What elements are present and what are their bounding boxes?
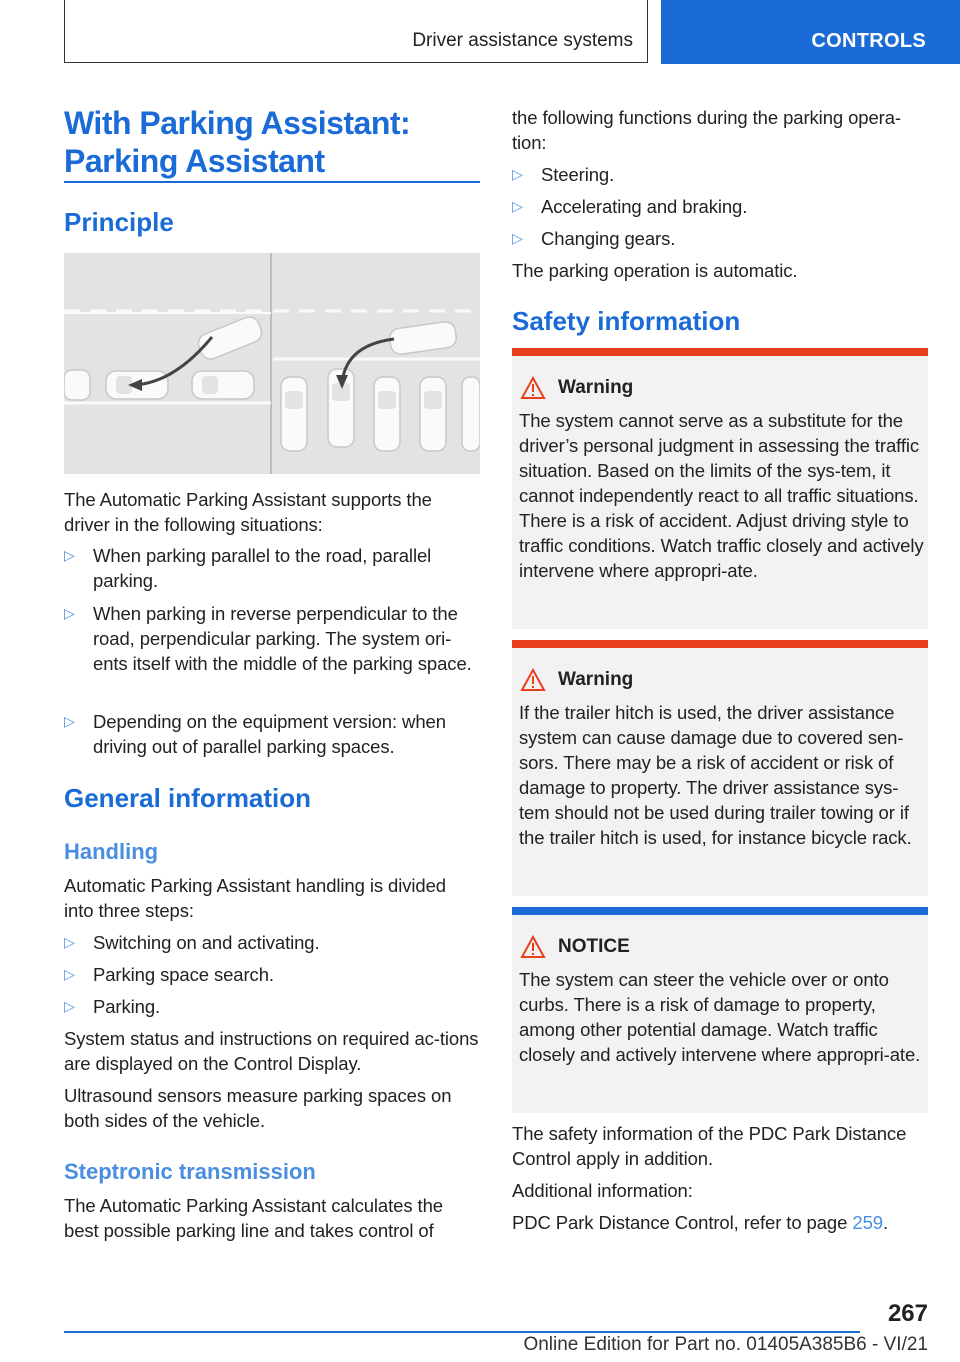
- title-rule: [64, 181, 480, 183]
- pdc-reference-end: .: [882, 1212, 888, 1233]
- page-title: With Parking Assistant: Parking Assistant: [64, 105, 411, 179]
- notice-box: [512, 907, 928, 1113]
- handling-text: Automatic Parking Assistant handling is divided into three steps:: [64, 875, 446, 921]
- warning-title: Warning: [558, 669, 634, 690]
- list-item: [64, 962, 480, 987]
- list-item-text: When parking parallel to the road, parallel parking.: [93, 545, 432, 591]
- bullet-triangle-icon: ▷: [64, 934, 75, 950]
- notice-bar: [512, 907, 928, 915]
- warning-triangle-icon: [520, 376, 546, 400]
- list-item: [512, 194, 928, 219]
- bullet-triangle-icon: ▷: [64, 713, 75, 729]
- page-number: 267: [887, 1300, 928, 1327]
- additional-info-label: Additional information:: [512, 1180, 693, 1201]
- notice-title: NOTICE: [558, 936, 630, 957]
- general-information-heading: General information: [64, 783, 312, 813]
- bullet-triangle-icon: ▷: [512, 230, 523, 246]
- pdc-text: The safety information of the PDC Park Distance Control apply in addition.: [512, 1123, 907, 1169]
- list-item: [64, 709, 480, 759]
- warning-box: [512, 640, 928, 896]
- safety-information-heading: Safety information: [512, 306, 741, 336]
- warning-triangle-icon: [520, 668, 546, 692]
- list-item-text: Changing gears.: [541, 228, 676, 249]
- parking-illustration: [64, 253, 480, 474]
- list-item: [512, 162, 928, 187]
- continued-text: the following functions during the parking opera-tion:: [512, 107, 901, 153]
- warning-bar: [512, 640, 928, 648]
- warning-title: Warning: [558, 377, 634, 398]
- notice-text: The system can steer the vehicle over or onto curbs. There is a risk of damage to property, among other potential damage. Watch traffic closely and actively intervene where appropri-ate.: [519, 969, 921, 1065]
- list-item-text: Parking.: [93, 996, 161, 1017]
- list-item: [64, 543, 480, 593]
- parking-diagram-image: [64, 253, 480, 474]
- bullet-triangle-icon: ▷: [64, 547, 75, 563]
- list-item-text: Depending on the equipment version: when driving out of parallel parking spaces.: [93, 711, 446, 757]
- pdc-reference: [512, 1210, 928, 1235]
- list-item-text: Steering.: [541, 164, 615, 185]
- list-item: [64, 601, 480, 701]
- warning-triangle-icon: [520, 935, 546, 959]
- warning-text: If the trailer hitch is used, the driver assistance system can cause damage due to covered sen-sors. There may be a risk of accident or risk of damage to property. The driver assistance sys-tem should not be used during trailer towing or if the trailer hitch is used, for instance bicycle rack.: [519, 702, 912, 848]
- footer-edition: Online Edition for Part no. 01405A385B6 - VI/21: [523, 1334, 928, 1355]
- list-item: [64, 930, 480, 955]
- pdc-reference-text: PDC Park Distance Control, refer to page: [512, 1212, 848, 1233]
- warning-text: The system cannot serve as a substitute for the driver’s personal judgment in assessing the traffic situation. Based on the limits of the sys-tem, it cannot independently react to all traffic situations. There is a risk of accident. Adjust driving style to traffic conditions. Watch traffic closely and actively intervene where appropri-ate.: [519, 410, 924, 581]
- automatic-text: The parking operation is automatic.: [512, 260, 798, 281]
- header-section-title: Driver assistance systems: [412, 30, 633, 51]
- handling-heading: Handling: [64, 839, 159, 864]
- principle-text: The Automatic Parking Assistant supports the driver in the following situations:: [64, 489, 432, 535]
- warning-bar: [512, 348, 928, 356]
- list-item: [64, 994, 480, 1019]
- header-section-box: [64, 0, 648, 63]
- footer-rule: [64, 1331, 860, 1333]
- steptronic-text: The Automatic Parking Assistant calculates the best possible parking line and takes control of: [64, 1195, 443, 1241]
- steptronic-heading: Steptronic transmission: [64, 1159, 316, 1184]
- header-chapter-tab: [661, 0, 960, 64]
- header-chapter-label: CONTROLS: [811, 30, 926, 52]
- bullet-triangle-icon: ▷: [64, 966, 75, 982]
- list-item-text: Parking space search.: [93, 964, 274, 985]
- principle-heading: Principle: [64, 207, 174, 237]
- page-link[interactable]: 259: [852, 1212, 883, 1233]
- bullet-triangle-icon: ▷: [512, 166, 523, 182]
- bullet-triangle-icon: ▷: [64, 605, 75, 621]
- list-item: [512, 226, 928, 251]
- list-item-text: Switching on and activating.: [93, 932, 320, 953]
- status-text: System status and instructions on required ac-tions are displayed on the Control Display.: [64, 1028, 479, 1074]
- list-item-text: Accelerating and braking.: [541, 196, 748, 217]
- warning-box: [512, 348, 928, 629]
- ultrasound-text: Ultrasound sensors measure parking spaces on both sides of the vehicle.: [64, 1085, 452, 1131]
- bullet-triangle-icon: ▷: [512, 198, 523, 214]
- list-item-text: When parking in reverse perpendicular to the road, perpendicular parking. The system ori-ents itself with the middle of the parking space.: [93, 603, 472, 674]
- bullet-triangle-icon: ▷: [64, 998, 75, 1014]
